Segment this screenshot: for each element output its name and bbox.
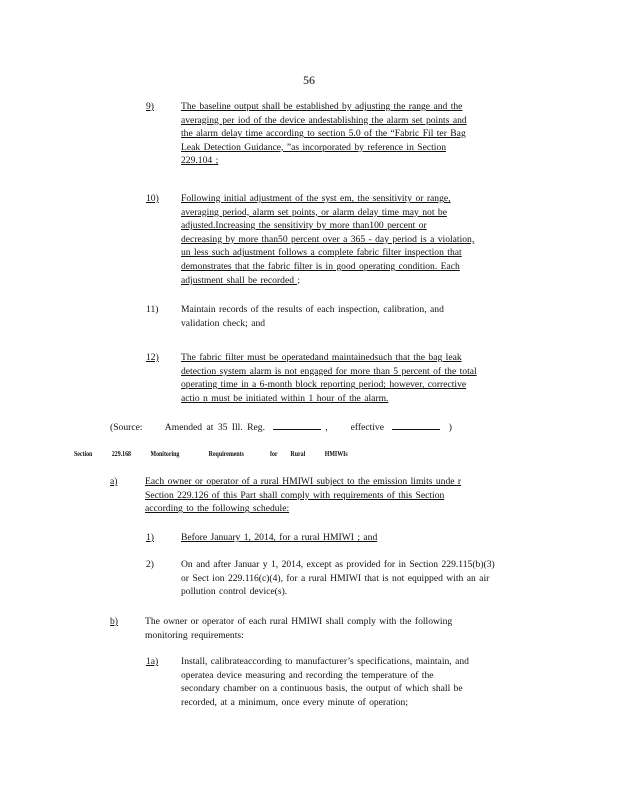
subsection-label: 1a) (146, 656, 159, 667)
item-label: 10) (146, 193, 159, 204)
subsection-line: or Sect ion 229.116(c)(4), for a rural HMIWI that is not equipped with an air (181, 572, 490, 584)
section-title-word: Requirements (208, 450, 244, 458)
item-line: Following initial adjustment of the syst em, the sensitivity or range, (181, 193, 451, 204)
subsection-line: On and after Januar y 1, 2014, except as provided for in Section 229.115(b)(3) (181, 559, 495, 570)
item-line: decreasing by more than50 percent over a 365 - day period is a violation, (181, 233, 475, 245)
item-line: validation check; and (181, 317, 266, 329)
item-label: 12) (146, 352, 159, 363)
item-label: 11) (146, 304, 159, 315)
subsection-label: a) (110, 476, 118, 487)
section-word: Section (74, 450, 93, 458)
section-title-word: for (270, 450, 278, 458)
subsection-line: Section 229.126 of this Part shall comply with requirements of this Section (145, 489, 445, 501)
section-title-word: Rural (290, 450, 306, 458)
source-text: Amended at 35 Ill. Reg. (164, 422, 265, 433)
item-line: actio n must be initiated within 1 hour of the alarm. (181, 392, 389, 404)
source-close: ) (448, 422, 452, 433)
section-number: 229.168 (111, 450, 132, 458)
item-line: operating time in a 6-month block reporting period; however, corrective (181, 379, 467, 391)
subsection-label: 1) (146, 532, 154, 543)
item-line: the alarm delay time according to section 5.0 of the “Fabric Fil ter Bag (181, 128, 466, 140)
section-heading (74, 450, 366, 458)
subsection-line: secondary chamber on a continuous basis, the output of which shall be (181, 683, 463, 695)
item-line: detection system alarm is not engaged for more than 5 percent of the total (181, 365, 477, 377)
section-title-word: HMIWIs (324, 450, 348, 458)
source-effective: effective (350, 422, 384, 433)
item-line: Leak Detection Guidance, ”as incorporated by reference in Section (181, 141, 447, 153)
subsection-label: b) (110, 616, 118, 627)
item-line: averaging period, alarm set points, or alarm delay time may not be (181, 206, 447, 218)
subsection-line: monitoring requirements: (145, 629, 244, 641)
subsection-line: recorded, at a minimum, once every minute of operation; (181, 696, 408, 708)
item-line: adjustment shall be recorded ; (181, 274, 301, 286)
subsection-line: according to the following schedule: (145, 503, 290, 515)
subsection-line: The owner or operator of each rural HMIWI shall comply with the following (145, 616, 453, 627)
item-label: 9) (146, 101, 154, 112)
item-line: un less such adjustment follows a complete fabric filter inspection that (181, 247, 462, 259)
subsection-line: pollution control device(s). (181, 586, 288, 598)
effective-date-blank (392, 420, 440, 430)
subsection-line: Each owner or operator of a rural HMIWI subject to the emission limits unde r (145, 476, 462, 487)
source-note: (Source: Amended at 35 Ill. Reg. , effective ) (110, 422, 452, 433)
register-blank (273, 420, 321, 430)
item-line: averaging per iod of the device andestablishing the alarm set points and (181, 114, 467, 126)
subsection-line: operatea device measuring and recording the temperature of the (181, 669, 434, 681)
subsection-line: Before January 1, 2014, for a rural HMIWI ; and (181, 532, 378, 543)
item-line: demonstrates that the fabric filter is in good operating condition. Each (181, 260, 460, 272)
source-open: (Source: (110, 422, 143, 433)
item-line: Maintain records of the results of each inspection, calibration, and (181, 304, 444, 315)
item-line: The fabric filter must be operatedand maintainedsuch that the bag leak (181, 352, 462, 363)
section-title-word: Monitoring (150, 450, 180, 458)
page-number: 56 (303, 73, 315, 87)
item-line: adjusted.Increasing the sensitivity by more than100 percent or (181, 220, 427, 232)
item-line: The baseline output shall be established by adjusting the range and the (181, 101, 463, 112)
item-line: 229.104 ; (181, 155, 219, 167)
subsection-label: 2) (146, 559, 154, 570)
subsection-line: Install, calibrateaccording to manufacturer’s specifications, maintain, and (181, 656, 469, 667)
